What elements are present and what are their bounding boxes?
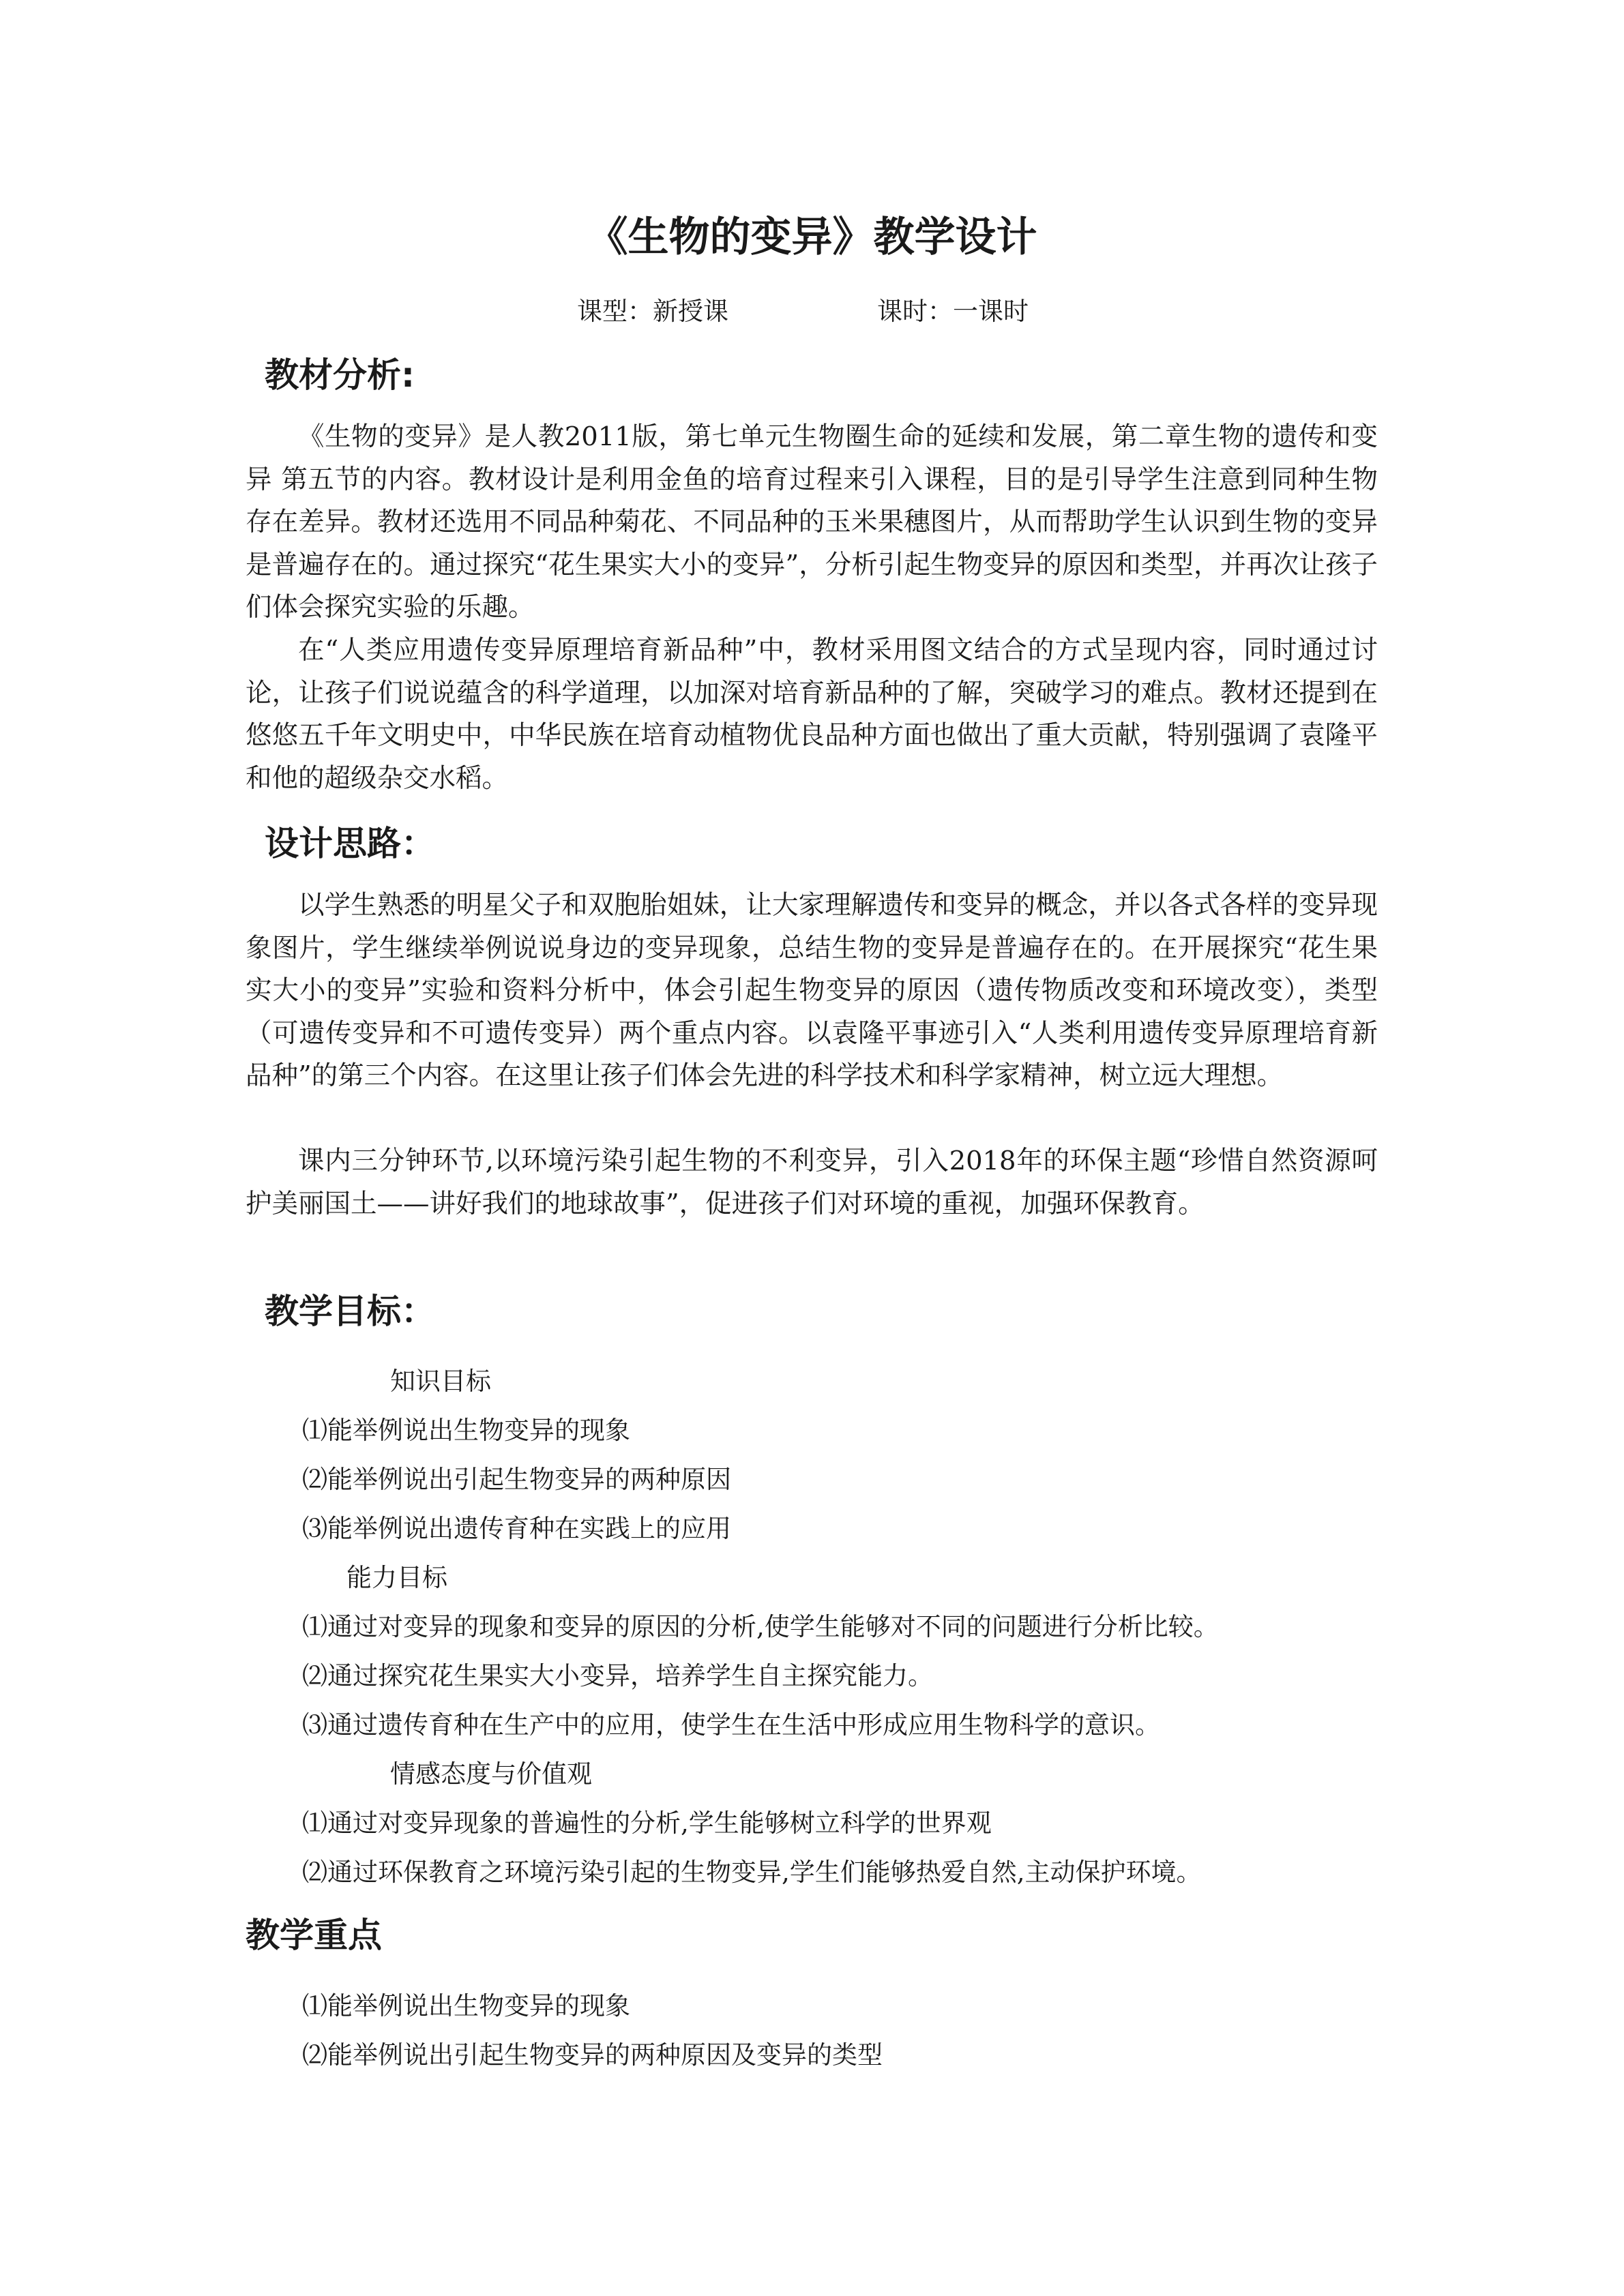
design-idea-paragraph-1: 以学生熟悉的明星父子和双胞胎姐妹，让大家理解遗传和变异的概念，并以各式各样的变异现象图片，学生继续举例说说身边的变异现象，总结生物的变异是普遍存在的。在开展探究“花生果实大小的变异”实验和资料分析中，体会引起生物变异的原因（遗传物质改变和环境改变），类型（可遗传变异和不可遗传变异）两个重点内容。以袁隆平事迹引入“人类利用遗传变异原理培育新品种”的第三个内容。在这里让孩子们体会先进的科学技术和科学家精神，树立远大理想。 [246, 890, 1378, 1091]
emotion-goal-2: ⑵通过环保教育之环境污染引起的生物变异,学生们能够热爱自然,主动保护环境。 [302, 1858, 1202, 1887]
material-analysis-heading: 教材分析: [265, 355, 415, 395]
design-idea-heading: 设计思路： [265, 824, 435, 863]
knowledge-goal-2: ⑵能举例说出引起生物变异的两种原因 [302, 1465, 731, 1494]
knowledge-goal-1: ⑴能举例说出生物变异的现象 [302, 1416, 630, 1445]
key-point-1: ⑴能举例说出生物变异的现象 [302, 1991, 630, 2021]
emotion-goals-label: 情感态度与价值观 [390, 1759, 592, 1789]
ability-goal-1: ⑴通过对变异的现象和变异的原因的分析,使学生能够对不同的问题进行分析比较。 [302, 1612, 1219, 1641]
lesson-type: 课型：新授课 [577, 297, 728, 326]
document-title: 《生物的变异》教学设计 [587, 213, 1037, 261]
key-points-heading: 教学重点 [246, 1915, 382, 1955]
key-point-2: ⑵能举例说出引起生物变异的两种原因及变异的类型 [302, 2040, 883, 2070]
emotion-goal-1: ⑴通过对变异现象的普遍性的分析,学生能够树立科学的世界观 [302, 1808, 992, 1838]
ability-goal-3: ⑶通过遗传育种在生产中的应用，使学生在生活中形成应用生物科学的意识。 [302, 1710, 1160, 1740]
design-idea-paragraph-2: 课内三分钟环节,以环境污染引起生物的不利变异，引入2018年的环保主题“珍惜自然资源呵护美丽国土——讲好我们的地球故事”，促进孩子们对环境的重视，加强环保教育。 [246, 1146, 1378, 1219]
knowledge-goals-label: 知识目标 [390, 1367, 491, 1396]
material-analysis-paragraph-2: 在“人类应用遗传变异原理培育新品种”中，教材采用图文结合的方式呈现内容，同时通过讨论，让孩子们说说蕴含的科学道理，以加深对培育新品种的了解，突破学习的难点。教材还提到在悠悠五千年文明史中，中华民族在培育动植物优良品种方面也做出了重大贡献，特别强调了袁隆平和他的超级杂交水稻。 [246, 635, 1378, 794]
material-analysis-paragraph-1: 《生物的变异》是人教2011版，第七单元生物圈生命的延续和发展，第二章生物的遗传和变异 第五节的内容。教材设计是利用金鱼的培育过程来引入课程，目的是引导学生注意到同种生物存在差异。教材还选用不同品种菊花、不同品种的玉米果穗图片，从而帮助学生认识到生物的变异是普遍存在的。通过探究“花生果实大小的变异”，分析引起生物变异的原因和类型，并再次让孩子们体会探究实验的乐趣。 [246, 421, 1378, 623]
ability-goals-label: 能力目标 [346, 1563, 447, 1592]
ability-goal-2: ⑵通过探究花生果实大小变异，培养学生自主探究能力。 [302, 1661, 933, 1690]
teaching-goals-heading: 教学目标： [265, 1292, 435, 1331]
lesson-time: 课时：一课时 [877, 297, 1029, 326]
knowledge-goal-3: ⑶能举例说出遗传育种在实践上的应用 [302, 1514, 731, 1543]
